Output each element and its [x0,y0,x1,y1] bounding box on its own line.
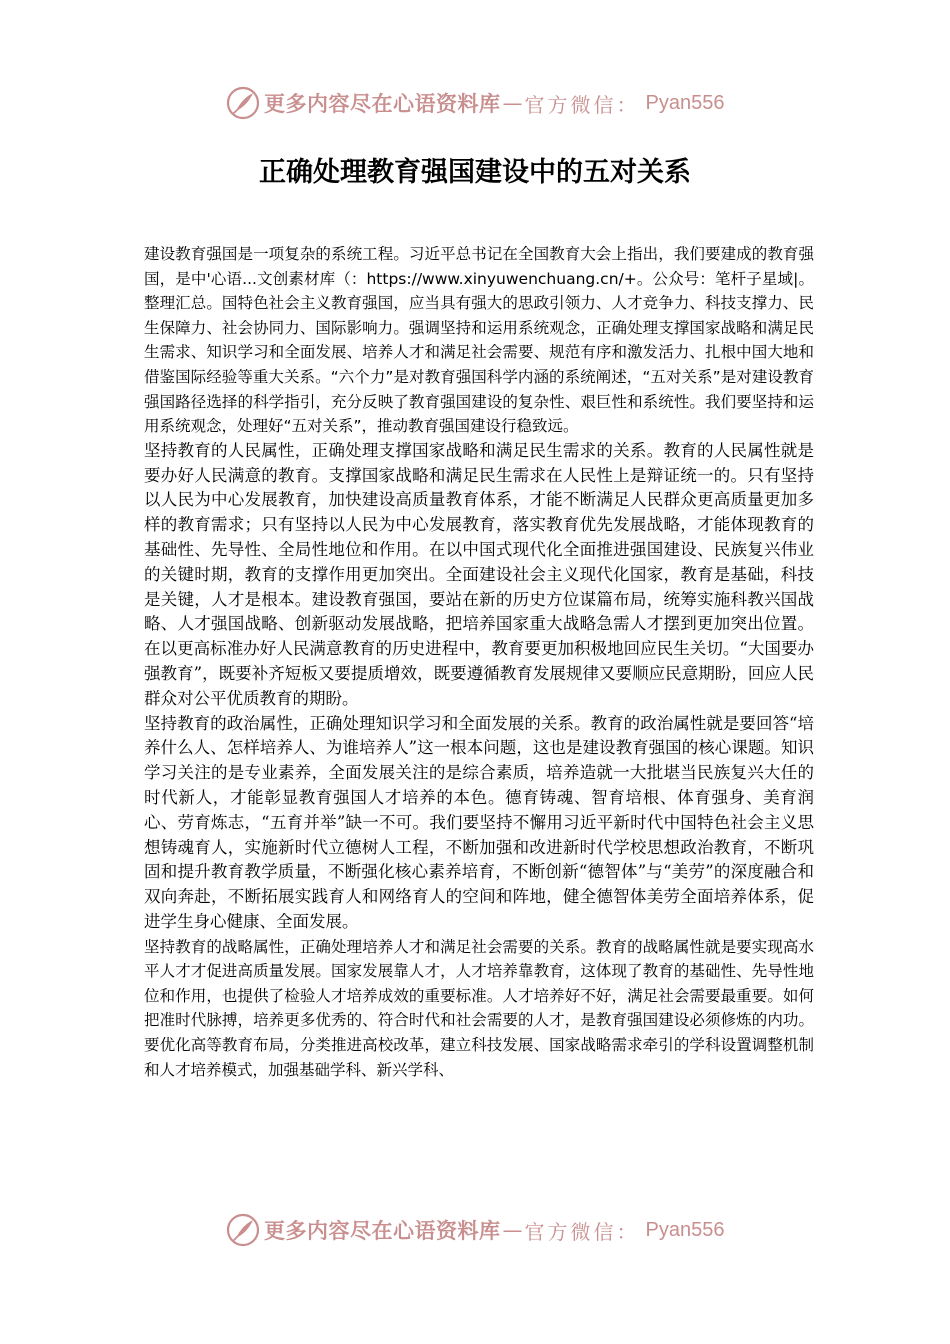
paragraph-intro: 建设教育强国是一项复杂的系统工程。习近平总书记在全国教育大会上指出，我们要建成的教育强国，是中'心语...文创素材库（：https://www.xinyuwenchuang.cn/+。公众号：笔杆子星域|。整理汇总。国特色社会主义教育强国，应当具有强大的思政引领力、人才竞争力、科技支撑力、民生保障力、社会协同力、国际影响力。强调坚持和运用系统观念，正确处理支撑国家战略和满足民生需求、知识学习和全面发展、培养人才和满足社会需要、规范有序和激发活力、扎根中国大地和借鉴国际经验等重大关系。“六个力”是对教育强国科学内涵的系统阐述，“五对关系”是对建设教育强国路径选择的科学指引，充分反映了教育强国建设的复杂性、艰巨性和系统性。我们要坚持和运用系统观念，处理好“五对关系”，推动教育强国建设行稳致远。 [144,245,814,436]
watermark-official-label: 官方微信： [524,1219,640,1244]
watermark-text: 更多内容尽在心语资料库 [264,1218,501,1243]
paragraph-political-attribute: 坚持教育的政治属性，正确处理知识学习和全面发展的关系。教育的政治属性就是要回答“培养什么人、怎样培养人、为谁培养人”这一根本问题，这也是建设教育强国的核心课题。知识学习关注的是专业素养，全面发展关注的是综合素质，培养造就一大批堪当民族复兴大任的时代新人，才能彰显教育强国人才培养的本色。德育铸魂、智育培根、体育强身、美育润心、劳育炼志，“五育并举”缺一不可。我们要坚持不懈用习近平新时代中国特色社会主义思想铸魂育人，实施新时代立德树人工程，不断加强和改进新时代学校思想政治教育，不断巩固和提升教育教学质量，不断强化核心素养培育，不断创新“德智体”与“美劳”的深度融合和双向奔赴，不断拓展实践育人和网络育人的空间和阵地，健全德智体美劳全面培养体系，促进学生身心健康、全面发展。 [144,713,814,931]
quill-logo-icon [226,86,260,120]
watermark-banner-bottom [226,1210,726,1250]
watermark-banner-top [226,83,726,123]
watermark-separator: — [502,1218,523,1242]
watermark-separator: — [502,91,523,115]
watermark-wechat-id: Pyan556 [645,91,725,114]
watermark-official-label: 官方微信： [524,92,640,117]
quill-logo-icon [226,1213,260,1247]
watermark-wechat-id: Pyan556 [645,1218,725,1241]
paragraph-people-attribute: 坚持教育的人民属性，正确处理支撑国家战略和满足民生需求的关系。教育的人民属性就是要办好人民满意的教育。支撑国家战略和满足民生需求在人民性上是辩证统一的。只有坚持以人民为中心发展教育，加快建设高质量教育体系，才能不断满足人民群众更高质量更加多样的教育需求；只有坚持以人民为中心发展教育，落实教育优先发展战略，才能体现教育的基础性、先导性、全局性地位和作用。在以中国式现代化全面推进强国建设、民族复兴伟业的关键时期，教育的支撑作用更加突出。全面建设社会主义现代化国家，教育是基础，科技是关键，人才是根本。建设教育强国，要站在新的历史方位谋篇布局，统筹实施科教兴国战略、人才强国战略、创新驱动发展战略，把培养国家重大战略急需人才摆到更加突出位置。在以更高标准办好人民满意教育的历史进程中，教育要更加积极地回应民生关切。“大国要办强教育”，既要补齐短板又要提质增效，既要遵循教育发展规律又要顺应民意期盼，回应人民群众对公平优质教育的期盼。 [144,440,814,708]
document-title: 正确处理教育强国建设中的五对关系 [259,157,691,188]
paragraph-strategic-attribute: 坚持教育的战略属性，正确处理培养人才和满足社会需要的关系。教育的战略属性就是要实现高水平人才才促进高质量发展。国家发展靠人才，人才培养靠教育，这体现了教育的基础性、先导性地位和作用，也提供了检验人才培养成效的重要标准。人才培养好不好，满足社会需要最重要。如何把准时代脉搏，培养更多优秀的、符合时代和社会需要的人才，是教育强国建设必须修炼的内功。要优化高等教育布局，分类推进高校改革，建立科技发展、国家战略需求牵引的学科设置调整机制和人才培养模式，加强基础学科、新兴学科、 [144,937,814,1079]
watermark-text: 更多内容尽在心语资料库 [264,91,501,116]
document-body [144,242,814,1082]
